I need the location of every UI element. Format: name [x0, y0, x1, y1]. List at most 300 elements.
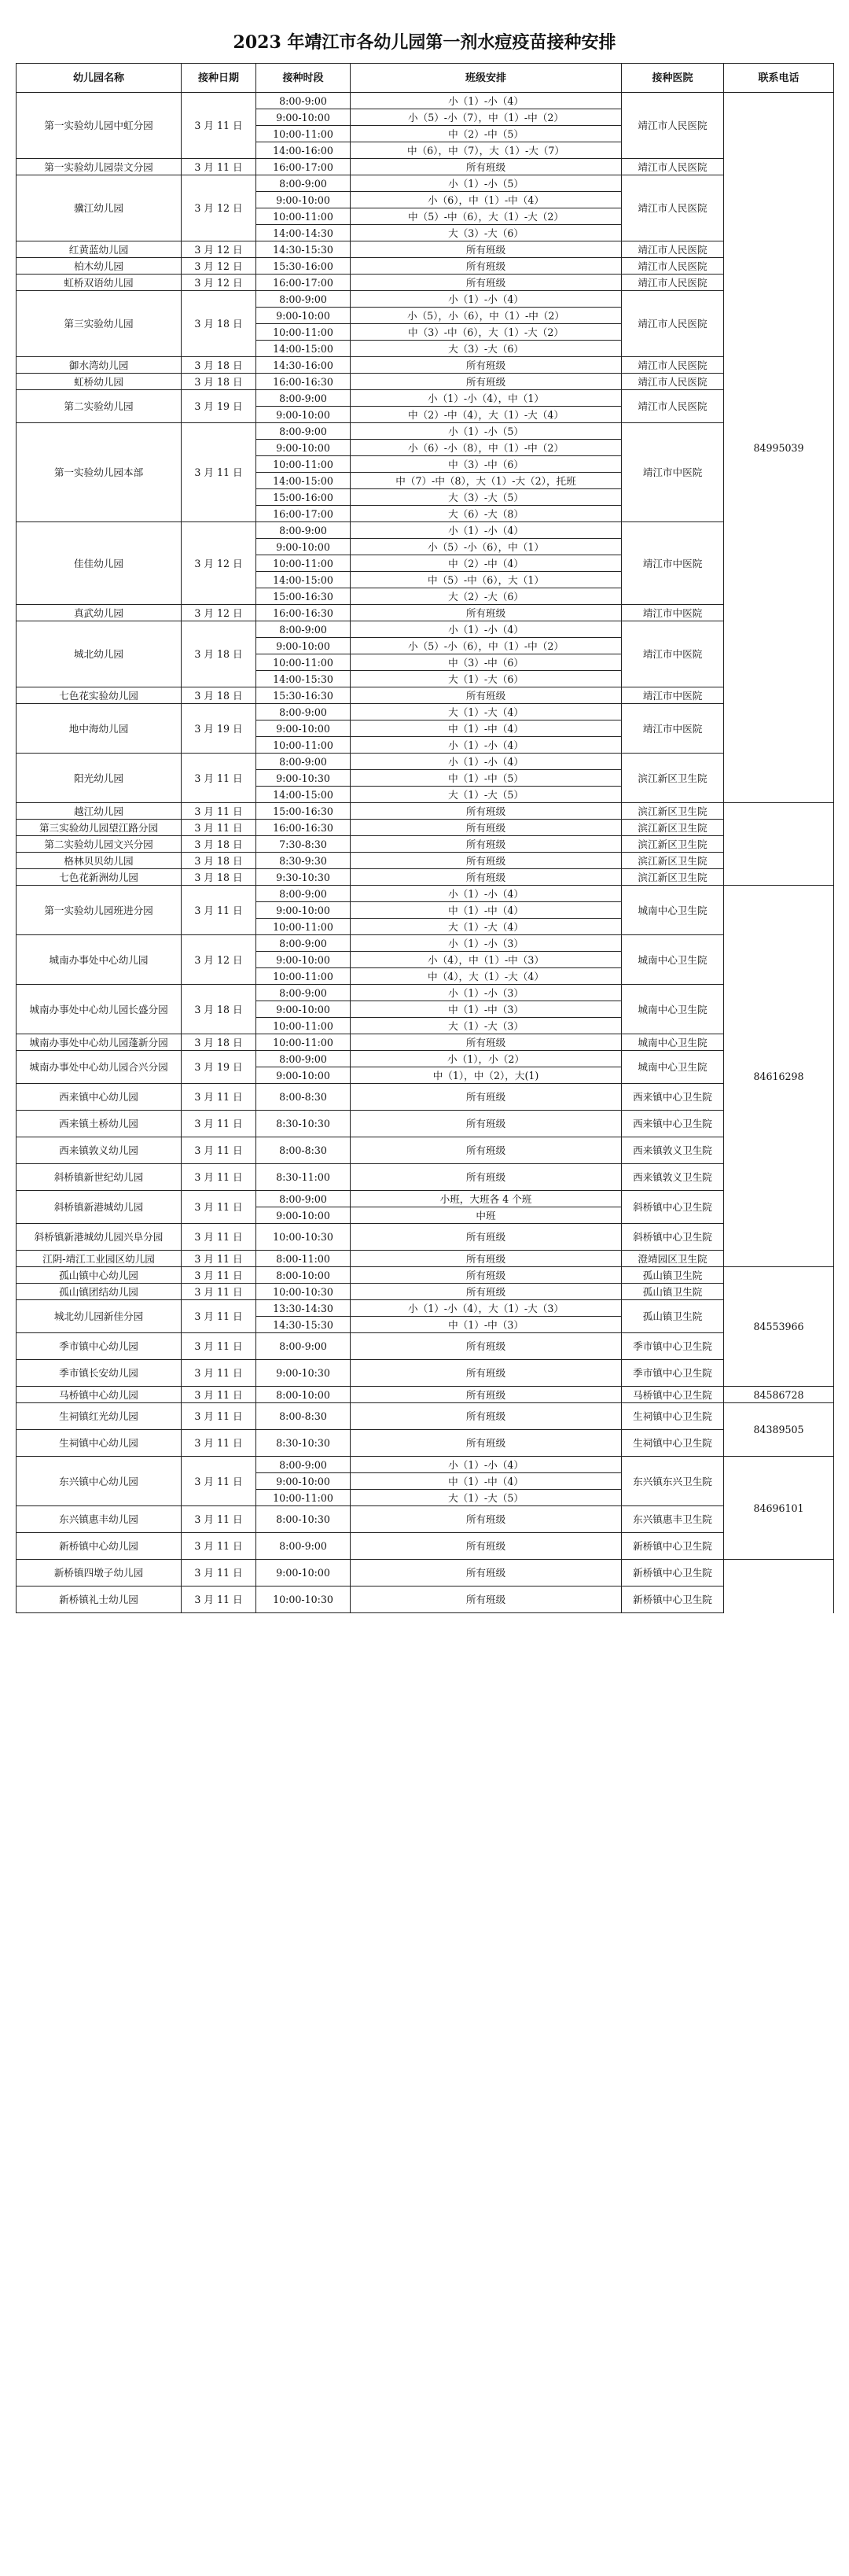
kindergarten-name: 生祠镇红光幼儿园 [17, 1403, 182, 1430]
time-slot: 8:00-10:00 [256, 1267, 351, 1284]
kindergarten-name: 虹桥双语幼儿园 [17, 275, 182, 291]
kindergarten-name: 阳光幼儿园 [17, 754, 182, 803]
class-arrangement: 所有班级 [351, 374, 622, 390]
hospital-name: 城南中心卫生院 [622, 1034, 724, 1051]
table-row [17, 935, 834, 952]
time-slot: 10:00-11:00 [256, 968, 351, 985]
table-row [17, 390, 834, 407]
vaccination-date: 3 月 12 日 [182, 175, 256, 241]
hospital-name: 靖江市中医院 [622, 621, 724, 687]
vaccination-date: 3 月 11 日 [182, 1224, 256, 1251]
vaccination-date: 3 月 11 日 [182, 1137, 256, 1164]
time-slot: 10:00-11:00 [256, 456, 351, 473]
table-row [17, 1084, 834, 1111]
time-slot: 8:30-10:30 [256, 1430, 351, 1457]
time-slot: 14:00-16:00 [256, 142, 351, 159]
vaccination-date: 3 月 11 日 [182, 1457, 256, 1506]
class-arrangement: 中（1）-中（4） [351, 720, 622, 737]
table-row [17, 820, 834, 836]
time-slot: 14:00-15:30 [256, 671, 351, 687]
time-slot: 10:00-10:30 [256, 1587, 351, 1613]
kindergarten-name: 季市镇长安幼儿园 [17, 1360, 182, 1387]
time-slot: 8:00-9:00 [256, 754, 351, 770]
vaccination-date: 3 月 18 日 [182, 374, 256, 390]
kindergarten-name: 东兴镇中心幼儿园 [17, 1457, 182, 1506]
class-arrangement: 所有班级 [351, 1533, 622, 1560]
class-arrangement: 所有班级 [351, 1251, 622, 1267]
kindergarten-name: 格林贝贝幼儿园 [17, 853, 182, 869]
table-header-row [17, 64, 834, 93]
kindergarten-name: 斜桥镇新港城幼儿园兴阜分园 [17, 1224, 182, 1251]
hospital-name: 斜桥镇中心卫生院 [622, 1191, 724, 1224]
time-slot: 8:30-10:30 [256, 1111, 351, 1137]
hospital-name: 西来镇中心卫生院 [622, 1084, 724, 1111]
class-arrangement: 所有班级 [351, 1387, 622, 1403]
time-slot: 13:30-14:30 [256, 1300, 351, 1317]
class-arrangement: 大（1）-大（6） [351, 671, 622, 687]
header-time-slot: 接种时段 [256, 64, 351, 93]
table-row [17, 175, 834, 192]
table-row [17, 1560, 834, 1587]
hospital-name: 新桥镇中心卫生院 [622, 1560, 724, 1587]
table-row [17, 159, 834, 175]
class-arrangement: 所有班级 [351, 1360, 622, 1387]
class-arrangement: 所有班级 [351, 1111, 622, 1137]
time-slot: 8:00-9:00 [256, 291, 351, 308]
time-slot: 16:00-16:30 [256, 820, 351, 836]
time-slot: 8:00-9:00 [256, 886, 351, 902]
hospital-name: 靖江市中医院 [622, 687, 724, 704]
class-arrangement: 小（5）-小（7），中（1）-中（2） [351, 109, 622, 126]
class-arrangement: 所有班级 [351, 159, 622, 175]
class-arrangement: 所有班级 [351, 241, 622, 258]
vaccination-date: 3 月 18 日 [182, 985, 256, 1034]
hospital-name: 斜桥镇中心卫生院 [622, 1224, 724, 1251]
time-slot: 9:00-10:00 [256, 638, 351, 654]
time-slot: 9:00-10:00 [256, 440, 351, 456]
table-row [17, 522, 834, 539]
kindergarten-name: 城南办事处中心幼儿园合兴分园 [17, 1051, 182, 1084]
class-arrangement: 小（1）-小（4） [351, 291, 622, 308]
vaccination-date: 3 月 11 日 [182, 1387, 256, 1403]
table-body [17, 93, 834, 1613]
class-arrangement: 所有班级 [351, 1333, 622, 1360]
class-arrangement: 中（1）-中（4） [351, 1473, 622, 1490]
vaccination-date: 3 月 18 日 [182, 1034, 256, 1051]
class-arrangement: 小班，大班各 4 个班 [351, 1191, 622, 1207]
time-slot: 8:30-11:00 [256, 1164, 351, 1191]
kindergarten-name: 第二实验幼儿园 [17, 390, 182, 423]
kindergarten-name: 城北幼儿园新佳分园 [17, 1300, 182, 1333]
class-arrangement: 所有班级 [351, 1084, 622, 1111]
kindergarten-name: 第三实验幼儿园 [17, 291, 182, 357]
vaccination-date: 3 月 11 日 [182, 803, 256, 820]
class-arrangement: 中班 [351, 1207, 622, 1224]
table-row [17, 1360, 834, 1387]
class-arrangement: 小（4），中（1）-中（3） [351, 952, 622, 968]
hospital-name: 靖江市中医院 [622, 704, 724, 754]
time-slot: 10:00-11:00 [256, 737, 351, 754]
kindergarten-name: 江阴-靖江工业园区幼儿园 [17, 1251, 182, 1267]
vaccination-date: 3 月 11 日 [182, 423, 256, 522]
vaccination-date: 3 月 11 日 [182, 159, 256, 175]
class-arrangement: 中（6），中（7），大（1）-大（7） [351, 142, 622, 159]
time-slot: 8:00-8:30 [256, 1403, 351, 1430]
vaccination-date: 3 月 19 日 [182, 390, 256, 423]
time-slot: 15:00-16:30 [256, 803, 351, 820]
time-slot: 9:00-10:00 [256, 192, 351, 208]
table-row [17, 291, 834, 308]
time-slot: 9:00-10:30 [256, 770, 351, 787]
table-row [17, 1387, 834, 1403]
class-arrangement: 小（1），小（2） [351, 1051, 622, 1067]
time-slot: 8:00-9:00 [256, 1051, 351, 1067]
time-slot: 9:00-10:00 [256, 1067, 351, 1084]
kindergarten-name: 第一实验幼儿园中虹分园 [17, 93, 182, 159]
kindergarten-name: 第三实验幼儿园望江路分园 [17, 820, 182, 836]
time-slot: 15:00-16:00 [256, 489, 351, 506]
hospital-name: 滨江新区卫生院 [622, 836, 724, 853]
time-slot: 9:00-10:00 [256, 109, 351, 126]
time-slot: 16:00-16:30 [256, 605, 351, 621]
vaccination-date: 3 月 11 日 [182, 93, 256, 159]
hospital-name: 靖江市人民医院 [622, 258, 724, 275]
class-arrangement: 中（2）-中（4），大（1）-大（4） [351, 407, 622, 423]
hospital-name: 东兴镇东兴卫生院 [622, 1457, 724, 1506]
time-slot: 7:30-8:30 [256, 836, 351, 853]
class-arrangement: 所有班级 [351, 803, 622, 820]
hospital-name: 靖江市人民医院 [622, 291, 724, 357]
time-slot: 9:00-10:00 [256, 720, 351, 737]
vaccination-date: 3 月 12 日 [182, 935, 256, 985]
vaccination-date: 3 月 11 日 [182, 1084, 256, 1111]
table-row [17, 275, 834, 291]
vaccination-date: 3 月 19 日 [182, 1051, 256, 1084]
time-slot: 9:00-10:00 [256, 952, 351, 968]
time-slot: 9:00-10:00 [256, 1560, 351, 1587]
hospital-name: 西来镇敦义卫生院 [622, 1137, 724, 1164]
time-slot: 16:00-17:00 [256, 506, 351, 522]
class-arrangement: 所有班级 [351, 1587, 622, 1613]
time-slot: 14:00-15:00 [256, 572, 351, 588]
vaccination-date: 3 月 18 日 [182, 621, 256, 687]
kindergarten-name: 新桥镇四墩子幼儿园 [17, 1560, 182, 1587]
time-slot: 8:00-10:30 [256, 1506, 351, 1533]
time-slot: 8:00-9:00 [256, 1457, 351, 1473]
hospital-name: 西来镇敦义卫生院 [622, 1164, 724, 1191]
class-arrangement: 小（1）-小（3） [351, 985, 622, 1001]
time-slot: 9:30-10:30 [256, 869, 351, 886]
hospital-name: 城南中心卫生院 [622, 985, 724, 1034]
class-arrangement: 中（1）-中（4） [351, 902, 622, 919]
kindergarten-name: 东兴镇惠丰幼儿园 [17, 1506, 182, 1533]
class-arrangement: 所有班级 [351, 1267, 622, 1284]
class-arrangement: 所有班级 [351, 820, 622, 836]
kindergarten-name: 柏木幼儿园 [17, 258, 182, 275]
vaccination-date: 3 月 11 日 [182, 1360, 256, 1387]
hospital-name: 生祠镇中心卫生院 [622, 1430, 724, 1457]
class-arrangement: 小（6），中（1）-中（4） [351, 192, 622, 208]
table-row [17, 1111, 834, 1137]
document-page [16, 0, 833, 1613]
class-arrangement: 中（1），中（2），大(1) [351, 1067, 622, 1084]
class-arrangement: 所有班级 [351, 853, 622, 869]
vaccination-date: 3 月 11 日 [182, 820, 256, 836]
kindergarten-name: 马桥镇中心幼儿园 [17, 1387, 182, 1403]
table-row [17, 93, 834, 109]
vaccination-date: 3 月 11 日 [182, 886, 256, 935]
kindergarten-name: 斜桥镇新港城幼儿园 [17, 1191, 182, 1224]
contact-phone: 84389505 [724, 1403, 834, 1457]
class-arrangement: 中（7）-中（8），大（1）-大（2），托班 [351, 473, 622, 489]
kindergarten-name: 城北幼儿园 [17, 621, 182, 687]
header-date: 接种日期 [182, 64, 256, 93]
kindergarten-name: 第二实验幼儿园文兴分园 [17, 836, 182, 853]
time-slot: 8:00-9:00 [256, 704, 351, 720]
time-slot: 10:00-11:00 [256, 208, 351, 225]
time-slot: 10:00-11:00 [256, 126, 351, 142]
vaccination-date: 3 月 11 日 [182, 1300, 256, 1333]
table-row [17, 1224, 834, 1251]
vaccination-date: 3 月 11 日 [182, 1560, 256, 1587]
vaccination-date: 3 月 11 日 [182, 1403, 256, 1430]
vaccination-date: 3 月 12 日 [182, 522, 256, 605]
time-slot: 14:30-15:30 [256, 241, 351, 258]
time-slot: 15:30-16:30 [256, 687, 351, 704]
time-slot: 9:00-10:30 [256, 1360, 351, 1387]
class-arrangement: 小（1）-小（4） [351, 886, 622, 902]
table-row [17, 836, 834, 853]
class-arrangement: 大（3）-大（6） [351, 341, 622, 357]
time-slot: 8:30-9:30 [256, 853, 351, 869]
class-arrangement: 所有班级 [351, 836, 622, 853]
time-slot: 14:00-15:00 [256, 787, 351, 803]
vaccination-date: 3 月 18 日 [182, 869, 256, 886]
contact-phone: 84995039 [724, 93, 834, 803]
time-slot: 15:00-16:30 [256, 588, 351, 605]
table-row [17, 1051, 834, 1067]
time-slot: 10:00-11:00 [256, 555, 351, 572]
class-arrangement: 大（1）-大（3） [351, 1018, 622, 1034]
kindergarten-name: 第一实验幼儿园本部 [17, 423, 182, 522]
time-slot: 15:30-16:00 [256, 258, 351, 275]
kindergarten-name: 越江幼儿园 [17, 803, 182, 820]
hospital-name: 孤山镇卫生院 [622, 1284, 724, 1300]
time-slot: 9:00-10:00 [256, 902, 351, 919]
table-row [17, 869, 834, 886]
kindergarten-name: 斜桥镇新世纪幼儿园 [17, 1164, 182, 1191]
class-arrangement: 中（2）-中（4） [351, 555, 622, 572]
header-hospital: 接种医院 [622, 64, 724, 93]
vaccination-date: 3 月 11 日 [182, 1587, 256, 1613]
header-phone: 联系电话 [724, 64, 834, 93]
time-slot: 10:00-11:00 [256, 654, 351, 671]
vaccination-date: 3 月 18 日 [182, 853, 256, 869]
schedule-table [16, 63, 834, 1613]
time-slot: 8:00-8:30 [256, 1084, 351, 1111]
table-row [17, 258, 834, 275]
time-slot: 10:00-11:00 [256, 1018, 351, 1034]
time-slot: 8:00-9:00 [256, 1333, 351, 1360]
table-row [17, 1191, 834, 1207]
class-arrangement: 中（1）-中（3） [351, 1001, 622, 1018]
class-arrangement: 小（1）-小（4） [351, 737, 622, 754]
vaccination-date: 3 月 18 日 [182, 836, 256, 853]
time-slot: 10:00-10:30 [256, 1224, 351, 1251]
table-row [17, 1403, 834, 1430]
kindergarten-name: 城南办事处中心幼儿园长盛分园 [17, 985, 182, 1034]
hospital-name: 澄靖园区卫生院 [622, 1251, 724, 1267]
header-kindergarten: 幼儿园名称 [17, 64, 182, 93]
class-arrangement: 小（1）-小（4） [351, 522, 622, 539]
class-arrangement: 中（1）-中（3） [351, 1317, 622, 1333]
hospital-name: 靖江市人民医院 [622, 159, 724, 175]
class-arrangement: 小（1）-小（4） [351, 1457, 622, 1473]
class-arrangement: 小（5），小（6），中（1）-中（2） [351, 308, 622, 324]
hospital-name: 滨江新区卫生院 [622, 754, 724, 803]
vaccination-date: 3 月 11 日 [182, 1267, 256, 1284]
class-arrangement: 所有班级 [351, 1284, 622, 1300]
class-arrangement: 所有班级 [351, 1224, 622, 1251]
kindergarten-name: 城南办事处中心幼儿园 [17, 935, 182, 985]
time-slot: 8:00-9:00 [256, 621, 351, 638]
kindergarten-name: 七色花新洲幼儿园 [17, 869, 182, 886]
hospital-name: 靖江市人民医院 [622, 374, 724, 390]
kindergarten-name: 红黄蓝幼儿园 [17, 241, 182, 258]
class-arrangement: 所有班级 [351, 258, 622, 275]
time-slot: 8:00-10:00 [256, 1387, 351, 1403]
class-arrangement: 所有班级 [351, 1560, 622, 1587]
contact-phone: 84696101 [724, 1457, 834, 1560]
class-arrangement: 所有班级 [351, 357, 622, 374]
class-arrangement: 所有班级 [351, 1403, 622, 1430]
table-row [17, 1333, 834, 1360]
time-slot: 14:30-15:30 [256, 1317, 351, 1333]
hospital-name: 城南中心卫生院 [622, 935, 724, 985]
kindergarten-name: 第一实验幼儿园班进分园 [17, 886, 182, 935]
table-row [17, 1251, 834, 1267]
hospital-name: 滨江新区卫生院 [622, 803, 724, 820]
table-row [17, 1034, 834, 1051]
class-arrangement: 小（1）-小（4），大（1）-大（3） [351, 1300, 622, 1317]
time-slot: 8:00-9:00 [256, 935, 351, 952]
hospital-name: 靖江市人民医院 [622, 275, 724, 291]
hospital-name: 靖江市中医院 [622, 605, 724, 621]
kindergarten-name: 骥江幼儿园 [17, 175, 182, 241]
hospital-name: 靖江市人民医院 [622, 93, 724, 159]
vaccination-date: 3 月 11 日 [182, 1191, 256, 1224]
time-slot: 8:00-9:00 [256, 1191, 351, 1207]
hospital-name: 孤山镇卫生院 [622, 1267, 724, 1284]
table-row [17, 754, 834, 770]
table-row [17, 1164, 834, 1191]
time-slot: 14:00-14:30 [256, 225, 351, 241]
table-row [17, 853, 834, 869]
table-row [17, 687, 834, 704]
class-arrangement: 大（2）-大（6） [351, 588, 622, 605]
header-class-arrangement: 班级安排 [351, 64, 622, 93]
kindergarten-name: 孤山镇中心幼儿园 [17, 1267, 182, 1284]
class-arrangement: 所有班级 [351, 275, 622, 291]
class-arrangement: 所有班级 [351, 687, 622, 704]
hospital-name: 东兴镇惠丰卫生院 [622, 1506, 724, 1533]
vaccination-date: 3 月 11 日 [182, 1284, 256, 1300]
vaccination-date: 3 月 18 日 [182, 357, 256, 374]
contact-phone: 84616298 [724, 886, 834, 1267]
class-arrangement: 中（5）-中（6），大（1） [351, 572, 622, 588]
class-arrangement: 大（3）-大（6） [351, 225, 622, 241]
table-row [17, 1300, 834, 1317]
vaccination-date: 3 月 11 日 [182, 1533, 256, 1560]
document-title: 2023 年靖江市各幼儿园第一剂水痘疫苗接种安排 [233, 32, 616, 53]
hospital-name: 滨江新区卫生院 [622, 820, 724, 836]
class-arrangement: 小（1）-小（5） [351, 423, 622, 440]
time-slot: 10:00-11:00 [256, 1034, 351, 1051]
table-row [17, 374, 834, 390]
kindergarten-name: 生祠镇中心幼儿园 [17, 1430, 182, 1457]
vaccination-date: 3 月 19 日 [182, 704, 256, 754]
class-arrangement: 所有班级 [351, 1137, 622, 1164]
class-arrangement: 所有班级 [351, 1506, 622, 1533]
vaccination-date: 3 月 11 日 [182, 754, 256, 803]
time-slot: 9:00-10:00 [256, 407, 351, 423]
vaccination-date: 3 月 11 日 [182, 1333, 256, 1360]
kindergarten-name: 御水湾幼儿园 [17, 357, 182, 374]
kindergarten-name: 西来镇敦义幼儿园 [17, 1137, 182, 1164]
time-slot: 10:00-11:00 [256, 324, 351, 341]
class-arrangement: 小（5）-小（6），中（1） [351, 539, 622, 555]
hospital-name: 孤山镇卫生院 [622, 1300, 724, 1333]
kindergarten-name: 第一实验幼儿园崇文分园 [17, 159, 182, 175]
hospital-name: 靖江市人民医院 [622, 241, 724, 258]
kindergarten-name: 新桥镇中心幼儿园 [17, 1533, 182, 1560]
time-slot: 10:00-11:00 [256, 1490, 351, 1506]
kindergarten-name: 西来镇中心幼儿园 [17, 1084, 182, 1111]
contact-phone: 84586728 [724, 1387, 834, 1403]
class-arrangement: 所有班级 [351, 1430, 622, 1457]
vaccination-date: 3 月 11 日 [182, 1111, 256, 1137]
vaccination-date: 3 月 12 日 [182, 605, 256, 621]
class-arrangement: 所有班级 [351, 869, 622, 886]
class-arrangement: 大（1）-大（5） [351, 787, 622, 803]
kindergarten-name: 西来镇土桥幼儿园 [17, 1111, 182, 1137]
time-slot: 8:00-9:00 [256, 1533, 351, 1560]
table-row [17, 1284, 834, 1300]
time-slot: 14:00-15:00 [256, 473, 351, 489]
table-row [17, 1506, 834, 1533]
class-arrangement: 大（3）-大（5） [351, 489, 622, 506]
table-row [17, 886, 834, 902]
time-slot: 8:00-9:00 [256, 985, 351, 1001]
hospital-name: 马桥镇中心卫生院 [622, 1387, 724, 1403]
hospital-name: 靖江市中医院 [622, 522, 724, 605]
time-slot: 14:30-16:00 [256, 357, 351, 374]
kindergarten-name: 孤山镇团结幼儿园 [17, 1284, 182, 1300]
table-row [17, 621, 834, 638]
class-arrangement: 中（4），大（1）-大（4） [351, 968, 622, 985]
class-arrangement: 小（1）-小（4），中（1） [351, 390, 622, 407]
hospital-name: 新桥镇中心卫生院 [622, 1533, 724, 1560]
vaccination-date: 3 月 12 日 [182, 275, 256, 291]
vaccination-date: 3 月 12 日 [182, 241, 256, 258]
table-row [17, 985, 834, 1001]
time-slot: 8:00-9:00 [256, 390, 351, 407]
vaccination-date: 3 月 18 日 [182, 687, 256, 704]
hospital-name: 季市镇中心卫生院 [622, 1333, 724, 1360]
kindergarten-name: 真武幼儿园 [17, 605, 182, 621]
time-slot: 8:00-11:00 [256, 1251, 351, 1267]
vaccination-date: 3 月 11 日 [182, 1164, 256, 1191]
